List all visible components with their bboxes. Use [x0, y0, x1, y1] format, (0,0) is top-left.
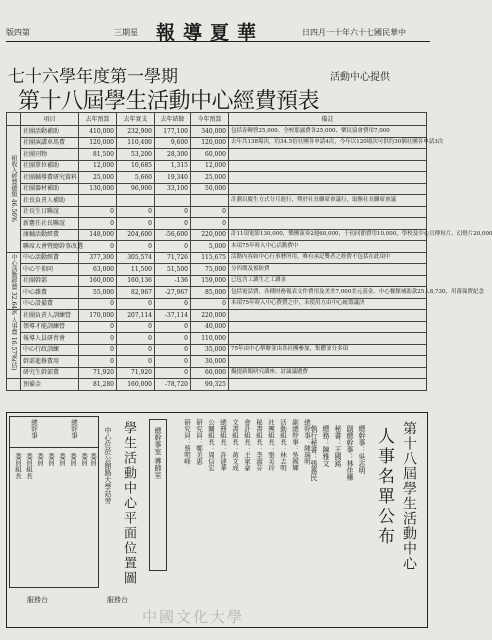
amount-cell: 0	[79, 298, 117, 310]
item-cell: 社長負責人補助	[21, 195, 79, 207]
note-cell: 擬提新聞研究講座、討論議題費	[229, 367, 427, 379]
table-row	[7, 218, 427, 230]
table-row	[7, 264, 427, 276]
note-cell	[229, 321, 427, 333]
amount-cell: 159,000	[191, 275, 229, 287]
amount-cell: 110,400	[117, 137, 155, 149]
note-cell	[229, 183, 427, 195]
amount-cell: 25,000	[191, 172, 229, 184]
amount-cell: 0	[117, 344, 155, 356]
column-header: 項目	[21, 113, 79, 126]
roster-title-line-1: 第十八屆學生活動中心	[401, 421, 417, 571]
note-cell: 去年共138場次，約34.5倍社團各申請4次，今年以120場次可供約30個社團各申請3次	[229, 137, 427, 149]
masthead-name: 報導夏華	[156, 22, 265, 44]
note-cell: 本項75年時入中心費費之中，未使用方由中心統籌議決	[229, 298, 427, 310]
note-cell: 包括電話費、各種財務報表文件費用及美差7,000美元基金、中心餐館補助款25人8,730，用落保費紀念	[229, 287, 427, 299]
item-cell: 聯席大會暨總幹事改選	[21, 241, 79, 253]
amount-cell: 85,000	[191, 287, 229, 299]
amount-cell: 130,000	[79, 183, 117, 195]
amount-cell: 0	[79, 241, 117, 253]
amount-cell: 1,315	[155, 160, 191, 172]
note-cell	[229, 172, 427, 184]
amount-cell: 0	[79, 344, 117, 356]
footer-label: 服務台	[107, 596, 128, 604]
item-cell: 康輔活動經費	[21, 229, 79, 241]
amount-cell: 160,000	[117, 379, 155, 391]
amount-cell: 0	[191, 298, 229, 310]
amount-cell: 0	[79, 333, 117, 345]
column-header: 去年實支	[117, 113, 155, 126]
roster-cell: 委員	[58, 453, 66, 466]
group-label	[7, 379, 21, 391]
amount-cell: 0	[155, 298, 191, 310]
amount-cell: 204,600	[117, 229, 155, 241]
table-row	[7, 356, 427, 368]
note-cell: 活動內容如中心行事曆所用，唯有承記雙者之經費不包括在此項中	[229, 252, 427, 264]
amount-cell: -27,967	[155, 287, 191, 299]
amount-cell: 99,325	[191, 379, 229, 391]
group-label: 組收入經費總額 46.56%	[7, 126, 21, 253]
amount-cell: 160,136	[117, 275, 155, 287]
amount-cell: 148,000	[79, 229, 117, 241]
item-cell: 幹部進修費用	[21, 356, 79, 368]
item-cell: 社團單位補助	[21, 160, 79, 172]
table-row	[7, 195, 427, 207]
amount-cell: 28,300	[155, 149, 191, 161]
group-label: 人事費 16.57%(佔)	[7, 310, 21, 379]
amount-cell: 9,600	[155, 137, 191, 149]
table-row	[7, 344, 427, 356]
amount-cell: 220,000	[191, 310, 229, 322]
note-cell	[229, 160, 427, 172]
roster-chart	[9, 416, 99, 588]
table-row	[7, 137, 427, 149]
amount-cell: 19,340	[155, 172, 191, 184]
name-column: 副總幹事：吳國輝	[291, 419, 299, 471]
item-cell: 中心雜費	[21, 287, 79, 299]
table-row	[7, 333, 427, 345]
amount-cell: 0	[79, 321, 117, 333]
amount-cell: 12,000	[191, 160, 229, 172]
item-cell: 社團輔導費研究資料	[21, 172, 79, 184]
roster-entry: 執行秘書：張惠民	[310, 425, 318, 481]
amount-cell: 160,000	[79, 275, 117, 287]
amount-cell: 0	[191, 218, 229, 230]
watermark: 中國文化大學	[142, 608, 245, 626]
budget-table	[6, 112, 492, 391]
item-cell: 社團負責人訓練營	[21, 310, 79, 322]
masthead-rule	[6, 41, 430, 42]
amount-cell: 30,000	[191, 356, 229, 368]
amount-cell: 81,500	[79, 149, 117, 161]
item-cell: 社團活動補助	[21, 126, 79, 138]
note-cell	[229, 218, 427, 230]
amount-cell: 110,000	[191, 333, 229, 345]
source-credit: 活動中心提供	[330, 72, 390, 83]
headline-line-2: 第十八屆學生活動中心經費預表	[18, 89, 320, 114]
item-cell: 領導才能訓練營	[21, 321, 79, 333]
amount-cell: 0	[155, 206, 191, 218]
table-row	[7, 160, 427, 172]
table-row	[7, 252, 427, 264]
note-cell	[229, 333, 427, 345]
item-cell: 社團刊物	[21, 149, 79, 161]
staff-name-list	[171, 419, 311, 589]
amount-cell	[191, 195, 229, 207]
table-row	[7, 298, 427, 310]
table-row	[7, 379, 427, 391]
amount-cell: 50,000	[191, 183, 229, 195]
note-cell: 分四期及預防費	[229, 264, 427, 276]
name-column: 公關組長：周信宏	[207, 419, 215, 471]
roster-entry: 總務：陳雅文	[322, 425, 330, 467]
amount-cell: 55,000	[79, 287, 117, 299]
item-cell: 社長生日聯誼	[21, 206, 79, 218]
masthead-page: 版四第	[6, 28, 30, 37]
roster-entry: 副總幹事：林佳樺	[346, 425, 354, 481]
name-column: 秘書組長：李淑芬	[255, 419, 263, 471]
table-header-row	[7, 113, 427, 126]
name-column: 總幹事：陳瑞明	[303, 419, 311, 465]
group-label: 中心活動經費 32.64%	[7, 252, 21, 310]
bottom-section	[6, 412, 428, 628]
amount-cell: 232,900	[117, 126, 155, 138]
roster-cell: 委員組長	[25, 453, 33, 479]
table-row	[7, 149, 427, 161]
table-row	[7, 310, 427, 322]
item-cell: 社團器材補助	[21, 183, 79, 195]
amount-cell: 115,675	[191, 252, 229, 264]
name-column: 文書組長：黃文成	[231, 419, 239, 471]
amount-cell: 207,114	[117, 310, 155, 322]
table-row	[7, 275, 427, 287]
amount-cell: 0	[79, 206, 117, 218]
roster-cell: 委員	[36, 453, 44, 466]
item-cell: 中心午仰同	[21, 264, 79, 276]
amount-cell: 0	[79, 218, 117, 230]
amount-cell: 63,000	[79, 264, 117, 276]
note-cell	[229, 310, 427, 322]
table-row	[7, 321, 427, 333]
note-cell	[229, 356, 427, 368]
corner-cell	[7, 113, 21, 126]
roster-head	[10, 417, 98, 448]
plan-note: 中心位於公館路大學站旁	[104, 427, 112, 504]
name-column: 總務組長：許建華	[219, 419, 227, 471]
item-cell: 預備金	[21, 379, 79, 391]
amount-cell: 177,100	[155, 126, 191, 138]
note-cell: 計劃以慶生方式分月進行，獎於社長聯席會議行，取衡社長聯席會議	[229, 195, 427, 207]
name-column: 研究員：鄭美惠	[195, 419, 203, 465]
item-cell: 中心設備費	[21, 298, 79, 310]
note-cell	[229, 206, 427, 218]
amount-cell	[155, 195, 191, 207]
amount-cell: 60,000	[191, 149, 229, 161]
table-row	[7, 183, 427, 195]
note-cell: 75年由中心舉辦並由各社團參加，集體並分多項	[229, 344, 427, 356]
roster-entry: 秘書：王國銘	[334, 425, 342, 467]
amount-cell: 5,660	[117, 172, 155, 184]
amount-cell: 170,000	[79, 310, 117, 322]
roster-title-line-2: 人事名單公布	[374, 427, 394, 547]
amount-cell: 305,574	[117, 252, 155, 264]
masthead-date: 日四月一十年六十七國民華中	[302, 28, 406, 37]
name-column: 會計組長：王家豪	[243, 419, 251, 471]
headline-line-1: 七十六學年度第一學期	[8, 67, 178, 87]
amount-cell: 53,200	[117, 149, 155, 161]
item-cell: 中心活動經費	[21, 252, 79, 264]
note-cell: 本項75年時入中心活動費中	[229, 241, 427, 253]
note-cell: 已包含工讀生之工讀金	[229, 275, 427, 287]
amount-cell: 0	[155, 356, 191, 368]
column-header: 去年結餘	[155, 113, 191, 126]
item-cell: 社團幹部	[21, 275, 79, 287]
roster-heading: 總幹事	[30, 419, 38, 439]
amount-cell: 33,100	[155, 183, 191, 195]
floor-plan-title: 學生活動中心平面位置圖	[121, 421, 136, 586]
amount-cell: 10,685	[117, 160, 155, 172]
table-row	[7, 367, 427, 379]
amount-cell: 377,300	[79, 252, 117, 264]
amount-cell: 71,920	[79, 367, 117, 379]
note-cell	[229, 379, 427, 391]
item-cell: 研究生幹部費	[21, 367, 79, 379]
amount-cell: 35,000	[191, 344, 229, 356]
item-cell: 社團演講車馬費	[21, 137, 79, 149]
name-column: 社團組長：張美玲	[267, 419, 275, 471]
amount-cell: 0	[79, 356, 117, 368]
amount-cell: 82,967	[117, 287, 155, 299]
amount-cell: 0	[117, 356, 155, 368]
note-cell: 計11項電影130,000，樂團演奏2週60,000，千仞同節費用10,000，學校及中心宣傳短片、幻燈片20,000	[229, 229, 427, 241]
column-header: 今年預算	[191, 113, 229, 126]
roster-entry: 總幹事：吳志明	[358, 425, 366, 474]
table-row	[7, 126, 427, 138]
amount-cell: 0	[117, 321, 155, 333]
column-header: 去年預算	[79, 113, 117, 126]
amount-cell: -136	[155, 275, 191, 287]
amount-cell: 220,000	[191, 229, 229, 241]
roster-cell: 委員	[80, 453, 88, 466]
amount-cell: 120,000	[191, 137, 229, 149]
footer-label: 服務台	[27, 596, 48, 604]
amount-cell: 0	[117, 206, 155, 218]
amount-cell	[79, 195, 117, 207]
amount-cell: -78,720	[155, 379, 191, 391]
amount-cell: 81,280	[79, 379, 117, 391]
amount-cell: 120,000	[79, 137, 117, 149]
note-cell: 包括春暉營25,000、全校那露費各25,000、樂民協會費用7,000	[229, 126, 427, 138]
amount-cell: 0	[117, 298, 155, 310]
table-row	[7, 287, 427, 299]
amount-cell: 0	[155, 333, 191, 345]
room-label: 總幹事室 導師室	[154, 427, 162, 479]
name-column: 活動組長：林志明	[279, 419, 287, 471]
amount-cell: 75,000	[191, 264, 229, 276]
amount-cell: 60,000	[191, 367, 229, 379]
amount-cell: 0	[155, 344, 191, 356]
item-cell: 報導人員研習會	[21, 333, 79, 345]
masthead-issue: 三期星	[114, 28, 138, 37]
column-header: 備註	[229, 113, 427, 126]
amount-cell: -37,114	[155, 310, 191, 322]
note-cell	[229, 149, 427, 161]
table-row	[7, 172, 427, 184]
table-row	[7, 229, 427, 241]
amount-cell: 40,000	[191, 321, 229, 333]
amount-cell: 0	[117, 333, 155, 345]
roster-cell: 委員	[69, 453, 77, 466]
amount-cell: 410,000	[79, 126, 117, 138]
amount-cell: 96,900	[117, 183, 155, 195]
masthead	[6, 24, 430, 42]
amount-cell: 0	[117, 241, 155, 253]
amount-cell: 51,500	[155, 264, 191, 276]
item-cell: 新舊任社長聯誼	[21, 218, 79, 230]
amount-cell: 71,920	[117, 367, 155, 379]
item-cell: 中心行政訓練	[21, 344, 79, 356]
amount-cell: 0	[117, 218, 155, 230]
amount-cell: 0	[191, 206, 229, 218]
amount-cell: 12,000	[79, 160, 117, 172]
roster-cell: 委員組長	[14, 453, 22, 479]
amount-cell: 25,000	[79, 172, 117, 184]
amount-cell: 11,500	[117, 264, 155, 276]
table-row	[7, 206, 427, 218]
roster-cell: 委員	[47, 453, 55, 466]
amount-cell	[117, 195, 155, 207]
table-row	[7, 241, 427, 253]
amount-cell: 0	[155, 218, 191, 230]
amount-cell: 340,000	[191, 126, 229, 138]
amount-cell: 0	[155, 321, 191, 333]
amount-cell: 0	[155, 241, 191, 253]
amount-cell: 0	[155, 367, 191, 379]
amount-cell: -56,600	[155, 229, 191, 241]
roster-cell: 委員	[89, 453, 97, 466]
name-column: 研究員：蔡明峰	[183, 419, 191, 465]
amount-cell: 5,000	[191, 241, 229, 253]
amount-cell: 71,726	[155, 252, 191, 264]
roster-heading: 總幹事	[70, 419, 78, 439]
